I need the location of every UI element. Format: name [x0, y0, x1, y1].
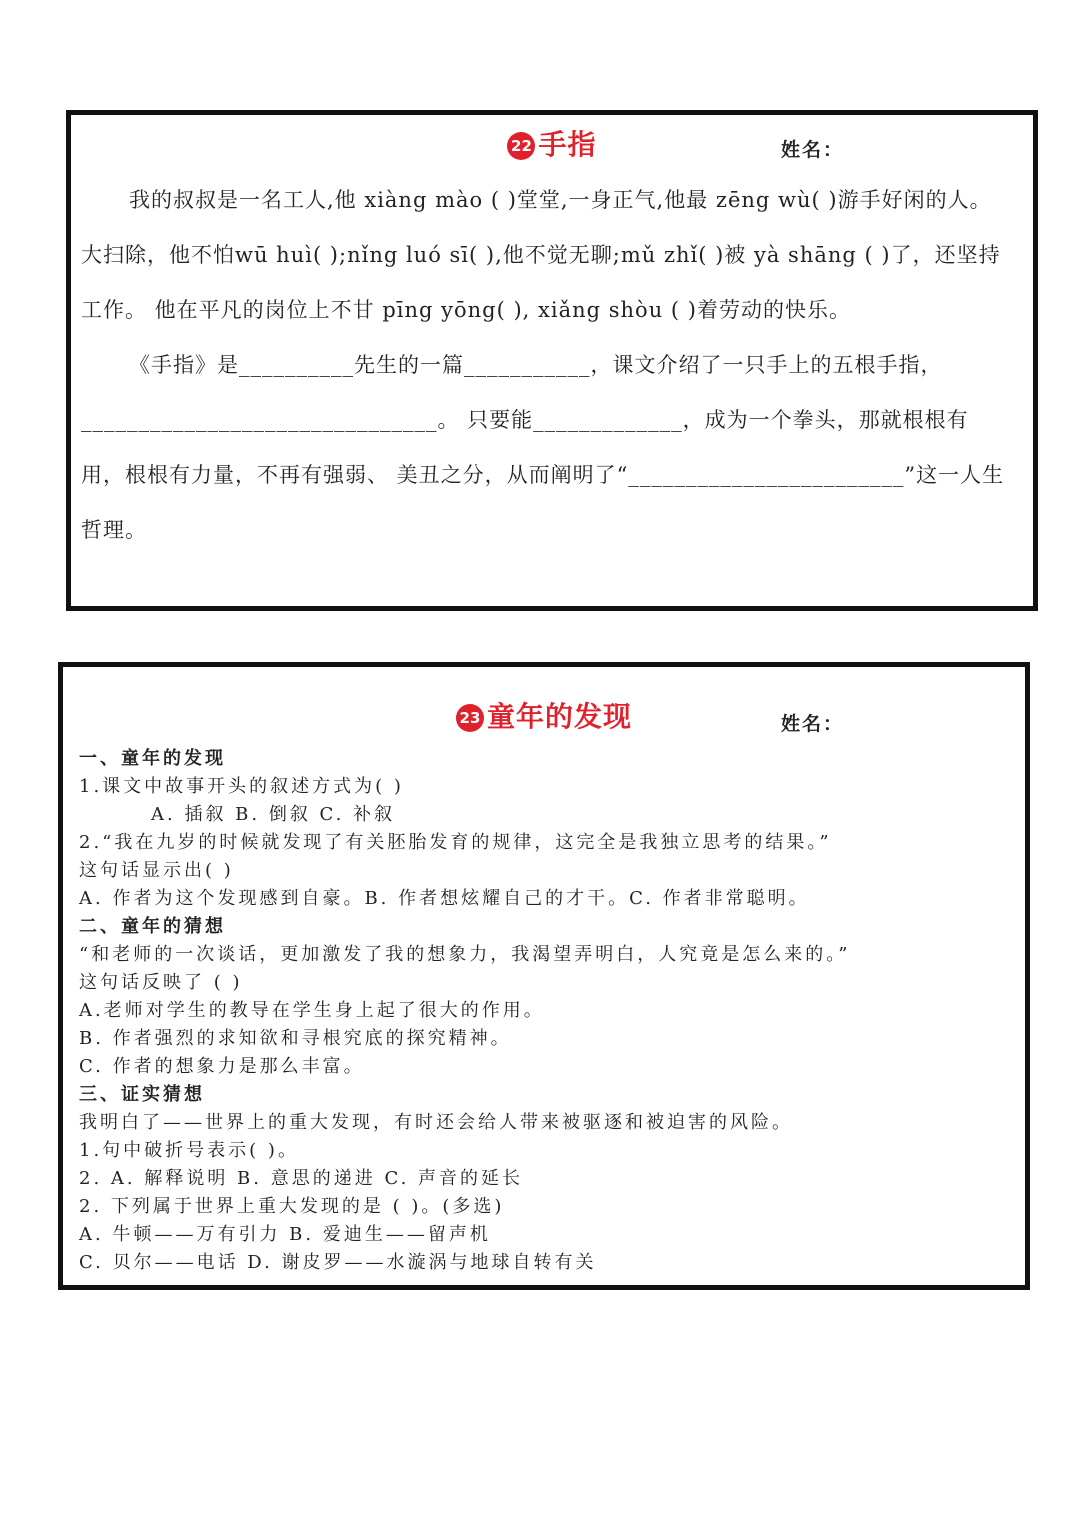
- question-list: [79, 745, 1009, 1277]
- fill-blank-paragraph: 《手指》是__________先生的一篇___________，课文介绍了一只手上的五根手指，_______________________________。 只要能_____________，成为一个拳头，那就根根有用，根根有力量，不再有强弱、 美丑之分，从而阐明了“________________________”这一人生哲理。: [81, 353, 1005, 542]
- option-line: B. 作者强烈的求知欲和寻根究底的探究精神。: [79, 1028, 512, 1049]
- worksheet-card-fingers: [66, 110, 1038, 611]
- option-line: C. 作者的想象力是那么丰富。: [79, 1056, 365, 1077]
- question-line: 2.“我在九岁的时候就发现了有关胚胎发育的规律，这完全是我独立思考的结果。”: [79, 832, 832, 853]
- question-line: 1.句中破折号表示( )。: [79, 1140, 299, 1161]
- section-heading: 二、童年的猜想: [79, 916, 226, 937]
- option-line: A. 插叙 B. 倒叙 C. 补叙: [151, 804, 396, 825]
- worksheet-card-childhood-discovery: [58, 662, 1030, 1290]
- circled-number-badge: 22: [507, 132, 535, 160]
- title-text: 童年的发现: [486, 700, 632, 733]
- option-line: C. 贝尔——电话 D. 谢皮罗——水漩涡与地球自转有关: [79, 1252, 597, 1273]
- question-line: 1.课文中故事开头的叙述方式为( ): [79, 776, 404, 797]
- option-line: 2. A. 解释说明 B. 意思的递进 C. 声音的延长: [79, 1168, 524, 1189]
- section-heading: 一、童年的发现: [79, 748, 226, 769]
- question-line: 这句话显示出( ): [79, 860, 234, 881]
- name-label: 姓名：: [781, 713, 845, 735]
- option-line: A. 作者为这个发现感到自豪。B. 作者想炫耀自己的才干。C. 作者非常聪明。: [79, 888, 810, 909]
- card-title: [63, 695, 1025, 735]
- pinyin-paragraph: 我的叔叔是一名工人,他 xiàng mào ( )堂堂,一身正气,他最 zēng wù( )游手好闲的人。大扫除，他不怕wū huì( );nǐng luó sī( ),他不觉无聊;mǔ zhǐ( )被 yà shāng ( )了，还坚持工作。 他在平凡的岗位上不甘 pīng yōng( ), xiǎng shòu ( )着劳动的快乐。: [81, 188, 1001, 322]
- question-line: 我明白了——世界上的重大发现，有时还会给人带来被驱逐和被迫害的风险。: [79, 1112, 793, 1133]
- option-line: A.老师对学生的教导在学生身上起了很大的作用。: [79, 1000, 545, 1021]
- question-line: 这句话反映了 ( ): [79, 972, 243, 993]
- name-label: 姓名：: [781, 139, 845, 161]
- circled-number-badge: 23: [456, 704, 484, 732]
- option-line: A. 牛顿——万有引力 B. 爱迪生——留声机: [79, 1224, 491, 1245]
- title-text: 手指: [538, 128, 597, 161]
- card-title: [71, 123, 1033, 163]
- question-line: 2. 下列属于世界上重大发现的是 ( )。(多选): [79, 1196, 505, 1217]
- question-line: “和老师的一次谈话，更加激发了我的想象力，我渴望弄明白，人究竟是怎么来的。”: [79, 944, 851, 965]
- exercise-body: [81, 173, 1006, 558]
- section-heading: 三、证实猜想: [79, 1084, 205, 1105]
